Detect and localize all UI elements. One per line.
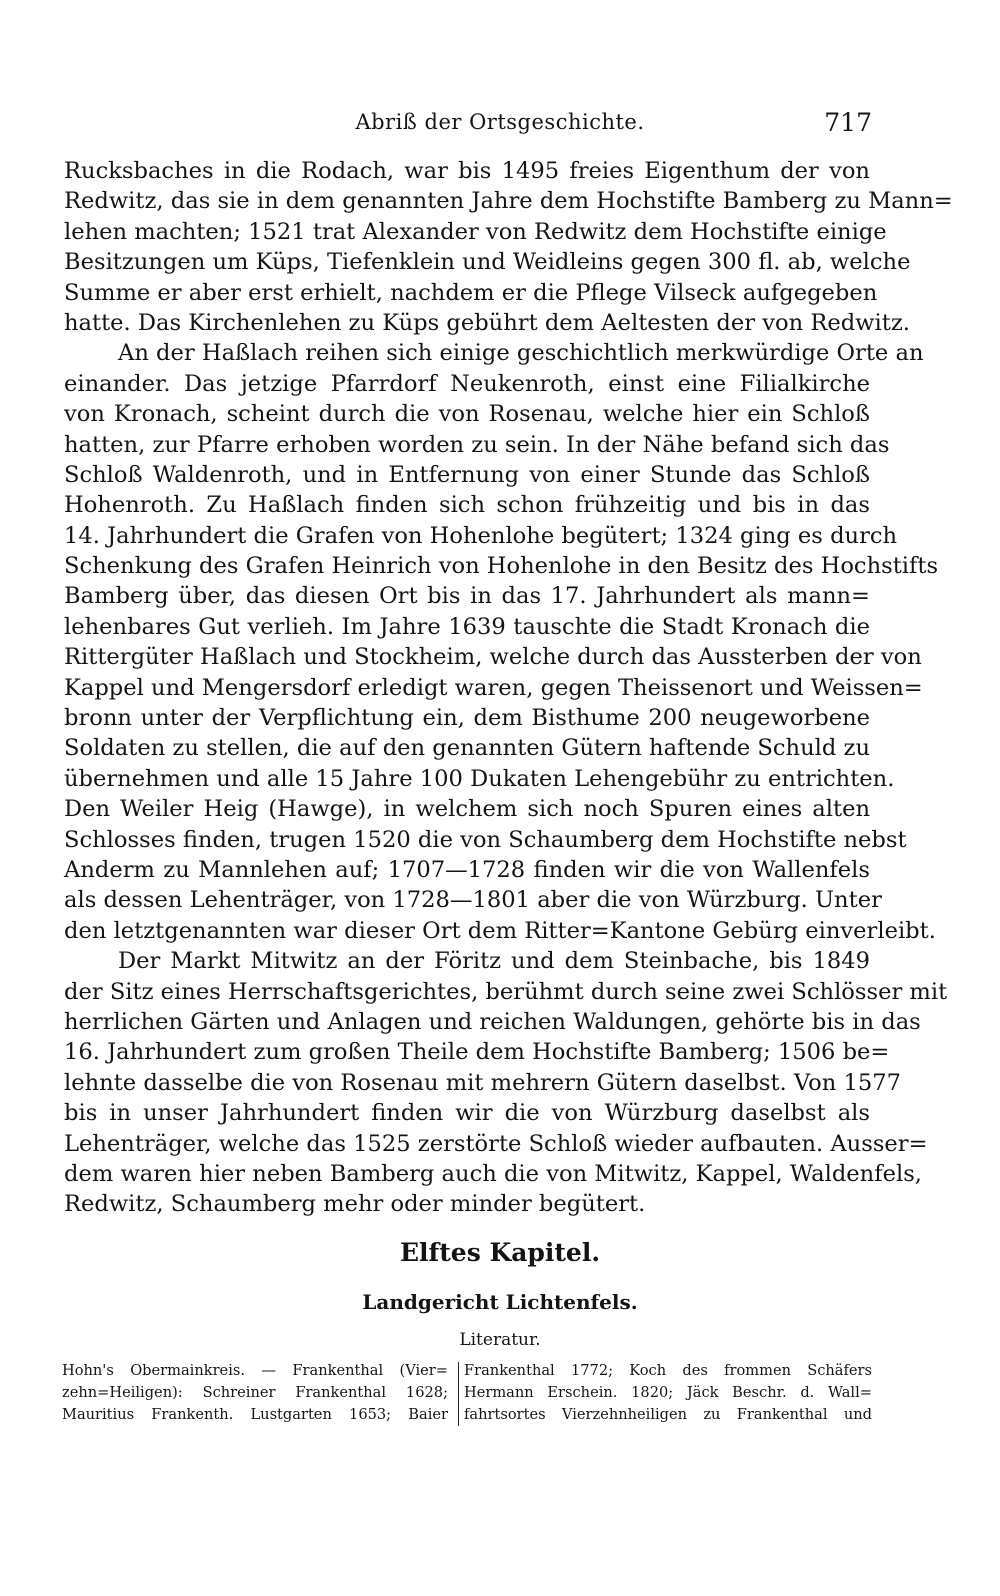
text-line: den letztgenannten war dieser Ort dem Ritter=Kantone Gebürg einverleibt.: [64, 917, 936, 944]
text-line: als dessen Lehenträger, von 1728—1801 aber die von Würzburg. Unter: [64, 887, 882, 914]
section-title: Landgericht Lichtenfels.: [362, 1290, 638, 1314]
running-head: [0, 100, 1000, 140]
text-line: Hohenroth. Zu Haßlach finden sich schon frühzeitig und bis in das: [64, 492, 870, 519]
text-line: 16. Jahrhundert zum großen Theile dem Hochstifte Bamberg; 1506 be=: [64, 1039, 890, 1066]
text-line: hatte. Das Kirchenlehen zu Küps gebührt dem Aeltesten der von Redwitz.: [64, 309, 910, 336]
text-line: Bamberg über, das diesen Ort bis in das 17. Jahrhundert als mann=: [64, 583, 870, 610]
reference-line: zehn=Heiligen): Schreiner Frankenthal 1628;: [62, 1384, 448, 1401]
text-line: bis in unser Jahrhundert finden wir die von Würzburg daselbst als: [64, 1100, 870, 1127]
reference-line: Hohn's Obermainkreis. — Frankenthal (Vier=: [62, 1362, 448, 1379]
references-left-column: [62, 1360, 448, 1426]
text-line: Kappel und Mengersdorf erledigt waren, gegen Theissenort und Weissen=: [64, 674, 923, 701]
text-line: lehenbares Gut verlieh. Im Jahre 1639 tauschte die Stadt Kronach die: [64, 613, 870, 640]
text-line: Den Weiler Heig (Hawge), in welchem sich noch Spuren eines alten: [64, 796, 870, 823]
text-line: herrlichen Gärten und Anlagen und reichen Waldungen, gehörte bis in das: [64, 1008, 921, 1035]
text-line: Redwitz, das sie in dem genannten Jahre dem Hochstifte Bamberg zu Mann=: [64, 188, 953, 215]
text-line: hatten, zur Pfarre erhoben worden zu sein. In der Nähe befand sich das: [64, 431, 890, 458]
text-line: von Kronach, scheint durch die von Rosenau, welche hier ein Schloß: [64, 401, 870, 428]
body-text: [64, 156, 953, 1220]
text-line: Summe er aber erst erhielt, nachdem er die Pflege Vilseck aufgegeben: [64, 279, 878, 306]
text-line: dem waren hier neben Bamberg auch die von Mitwitz, Kappel, Waldenfels,: [64, 1160, 922, 1187]
reference-line: Frankenthal 1772; Koch des frommen Schäfers: [464, 1362, 872, 1379]
text-line: Schloß Waldenroth, und in Entfernung von einer Stunde das Schloß: [64, 461, 870, 488]
text-line: An der Haßlach reihen sich einige geschichtlich merkwürdige Orte an: [118, 340, 924, 367]
references-right-column: [464, 1360, 872, 1426]
text-line: der Sitz eines Herrschaftsgerichtes, berühmt durch seine zwei Schlösser mit: [64, 978, 948, 1005]
text-line: übernehmen und alle 15 Jahre 100 Dukaten Lehengebühr zu entrichten.: [64, 765, 895, 792]
text-line: Redwitz, Schaumberg mehr oder minder begütert.: [64, 1191, 646, 1218]
text-line: Soldaten zu stellen, die auf den genannten Gütern haftende Schuld zu: [64, 735, 870, 762]
literature-title: Literatur.: [459, 1330, 541, 1350]
text-line: Schlosses finden, trugen 1520 die von Schaumberg dem Hochstifte nebst: [64, 826, 907, 853]
text-line: Besitzungen um Küps, Tiefenklein und Weidleins gegen 300 fl. ab, welche: [64, 249, 911, 276]
text-line: bronn unter der Verpflichtung ein, dem Bisthume 200 neugeworbene: [64, 705, 870, 732]
chapter-title: Elftes Kapitel.: [399, 1238, 601, 1267]
text-line: lehnte dasselbe die von Rosenau mit mehrern Gütern daselbst. Von 1577: [64, 1069, 901, 1096]
text-line: Rittergüter Haßlach und Stockheim, welche durch das Aussterben der von: [64, 644, 922, 671]
reference-line: Hermann Erschein. 1820; Jäck Beschr. d. Wall=: [464, 1384, 872, 1401]
text-line: Lehenträger, welche das 1525 zerstörte Schloß wieder aufbauten. Ausser=: [64, 1130, 928, 1157]
page-number: 717: [824, 108, 872, 137]
column-divider: [458, 1362, 459, 1426]
text-line: 14. Jahrhundert die Grafen von Hohenlohe begütert; 1324 ging es durch: [64, 522, 898, 549]
reference-line: fahrtsortes Vierzehnheiligen zu Frankenthal und: [464, 1406, 872, 1423]
text-line: Schenkung des Grafen Heinrich von Hohenlohe in den Besitz des Hochstifts: [64, 553, 939, 580]
literature-references: [62, 1360, 872, 1440]
reference-line: Mauritius Frankenth. Lustgarten 1653; Baier: [62, 1406, 448, 1423]
text-line: Rucksbaches in die Rodach, war bis 1495 freies Eigenthum der von: [64, 158, 870, 184]
text-line: Anderm zu Mannlehen auf; 1707—1728 finden wir die von Wallenfels: [64, 856, 870, 883]
text-line: einander. Das jetzige Pfarrdorf Neukenroth, einst eine Filialkirche: [64, 370, 870, 397]
running-head-title: Abriß der Ortsgeschichte.: [355, 110, 645, 134]
text-line: lehen machten; 1521 trat Alexander von Redwitz dem Hochstifte einige: [64, 218, 887, 245]
text-line: Der Markt Mitwitz an der Föritz und dem Steinbache, bis 1849: [118, 948, 870, 975]
